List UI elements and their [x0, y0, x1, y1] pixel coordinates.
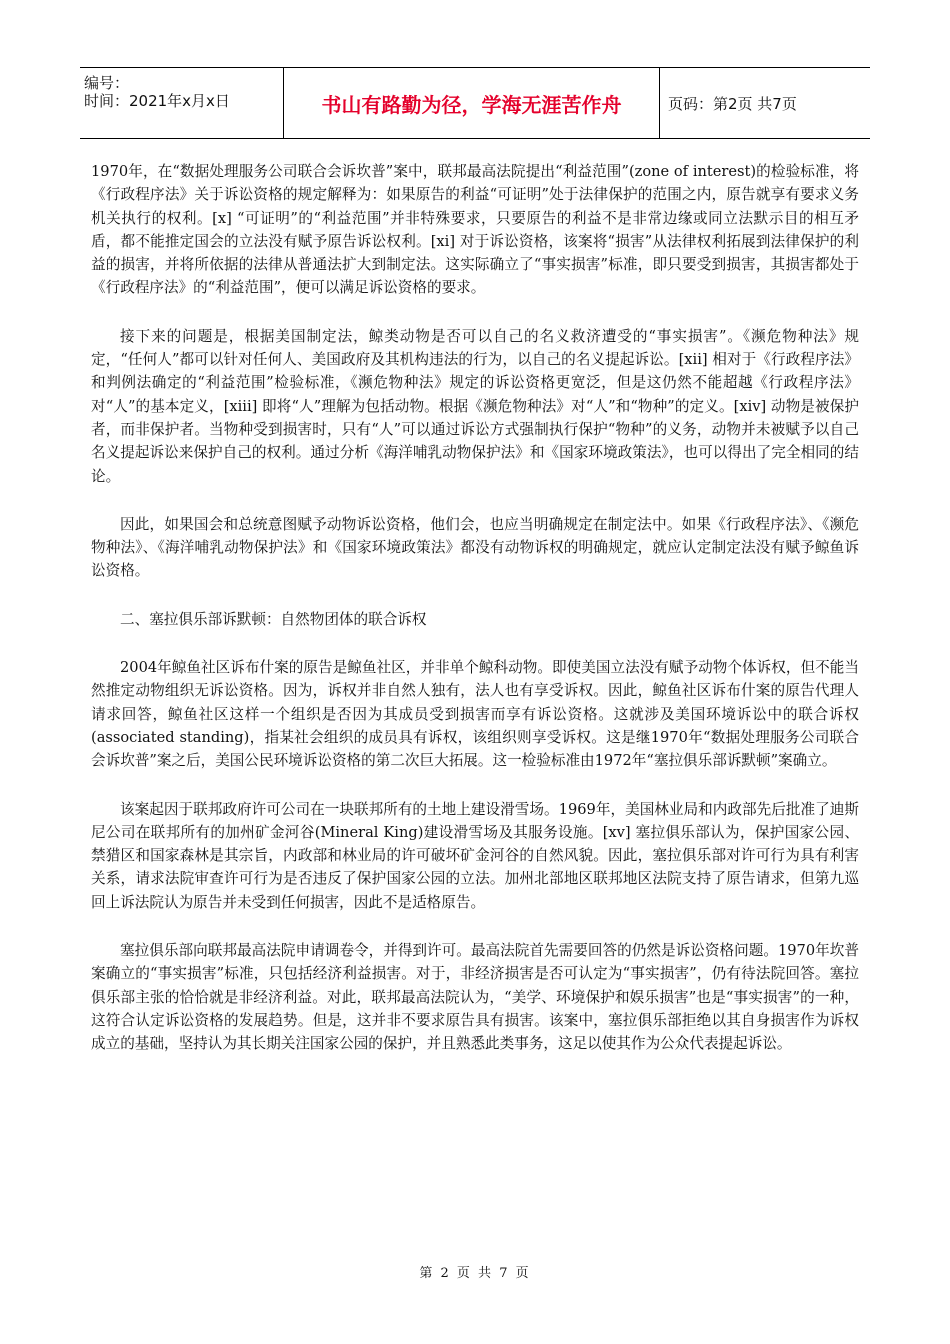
page-header	[80, 67, 870, 139]
paragraph-3: 因此，如果国会和总统意图赋予动物诉讼资格，他们会，也应当明确规定在制定法中。如果《行政程序法》、《濒危物种法》、《海洋哺乳动物保护法》和《国家环境政策法》都没有动物诉权的明确规定，就应认定制定法没有赋予鲸鱼诉讼资格。	[91, 515, 859, 580]
page-footer: 第 2 页 共 7 页	[419, 1266, 531, 1281]
header-motto: 书山有路勤为径，学海无涯苦作舟	[284, 68, 660, 138]
paragraph-4: 2004年鲸鱼社区诉布什案的原告是鲸鱼社区，并非单个鲸科动物。即使美国立法没有赋予动物个体诉权，但不能当然推定动物组织无诉讼资格。因为，诉权并非自然人独有，法人也有享受诉权。因此，鲸鱼社区诉布什案的原告代理人请求回答，鲸鱼社区这样一个组织是否因为其成员受到损害而享有诉讼资格。这就涉及美国环境诉讼中的联合诉权(associated standing)，指某社会组织的成员具有诉权，该组织则享受诉权。这是继1970年“数据处理服务公司联合会诉坎普”案之后，美国公民环境诉讼资格的第二次巨大拓展。这一检验标准由1972年“塞拉俱乐部诉默顿”案确立。	[91, 659, 859, 770]
paragraph-1: 1970年，在“数据处理服务公司联合会诉坎普”案中，联邦最高法院提出“利益范围”(zone of interest)的检验标准，将《行政程序法》关于诉讼资格的规定解释为：如果原告的利益“可证明”处于法律保护的范围之内，原告就享有要求义务机关执行的权利。[x] “可证明”的“利益范围”并非特殊要求，只要原告的利益不是非常边缘或同立法默示目的相互矛盾，都不能推定国会的立法没有赋予原告诉讼权利。[xi] 对于诉讼资格，该案将“损害”从法律权利拓展到法律保护的利益的损害，并将所依据的法律从普通法扩大到制定法。这实际确立了“事实损害”标准，即只要受到损害，其损害都处于《行政程序法》的“利益范围”，便可以满足诉讼资格的要求。	[91, 163, 859, 297]
header-info	[80, 68, 284, 138]
paragraph-2: 接下来的问题是，根据美国制定法，鲸类动物是否可以自己的名义救济遭受的“事实损害”。《濒危物种法》规定，“任何人”都可以针对任何人、美国政府及其机构违法的行为，以自己的名义提起诉讼。[xii] 相对于《行政程序法》和判例法确定的“利益范围”检验标准，《濒危物种法》规定的诉讼资格更宽泛，但是这仍然不能超越《行政程序法》对“人”的基本定义，[xiii] 即将“人”理解为包括动物。根据《濒危物种法》对“人”和“物种”的定义。[xiv] 动物是被保护者，而非保护者。当物种受到损害时，只有“人”可以通过诉讼方式强制执行保护“物种”的义务，动物并未被赋予以自己名义提起诉讼来保护自己的权利。通过分析《海洋哺乳动物保护法》和《国家环境政策法》，也可以得出了完全相同的结论。	[91, 327, 859, 485]
document-body	[91, 160, 859, 1056]
code-label: 编号：	[84, 74, 130, 92]
section-heading: 二、塞拉俱乐部诉默顿：自然物团体的联合诉权	[120, 610, 427, 628]
time-label: 时间：2021年x月x日	[84, 92, 230, 110]
page-number-label: 页码：第2页 共7页	[668, 94, 797, 113]
paragraph-5: 该案起因于联邦政府许可公司在一块联邦所有的土地上建设滑雪场。1969年，美国林业局和内政部先后批准了迪斯尼公司在联邦所有的加州矿金河谷(Mineral King)建设滑雪场及其服务设施。[xv] 塞拉俱乐部认为，保护国家公园、禁猎区和国家森林是其宗旨，内政部和林业局的许可破坏矿金河谷的自然风貌。因此，塞拉俱乐部对许可行为具有利害关系，请求法院审查许可行为是否违反了保护国家公园的立法。加州北部地区联邦地区法院支持了原告请求，但第九巡回上诉法院认为原告并未受到任何损害，因此不是适格原告。	[91, 800, 859, 911]
paragraph-6: 塞拉俱乐部向联邦最高法院申请调卷令，并得到许可。最高法院首先需要回答的仍然是诉讼资格问题。1970年坎普案确立的“事实损害”标准，只包括经济利益损害。对于，非经济损害是否可认定为“事实损害”，仍有待法院回答。塞拉俱乐部主张的恰恰就是非经济利益。对此，联邦最高法院认为，“美学、环境保护和娱乐损害”也是“事实损害”的一种，这符合认定诉讼资格的发展趋势。但是，这并非不要求原告具有损害。该案中，塞拉俱乐部拒绝以其自身损害作为诉权成立的基础，坚持认为其长期关注国家公园的保护，并且熟悉此类事务，这足以使其作为公众代表提起诉讼。	[91, 942, 859, 1053]
